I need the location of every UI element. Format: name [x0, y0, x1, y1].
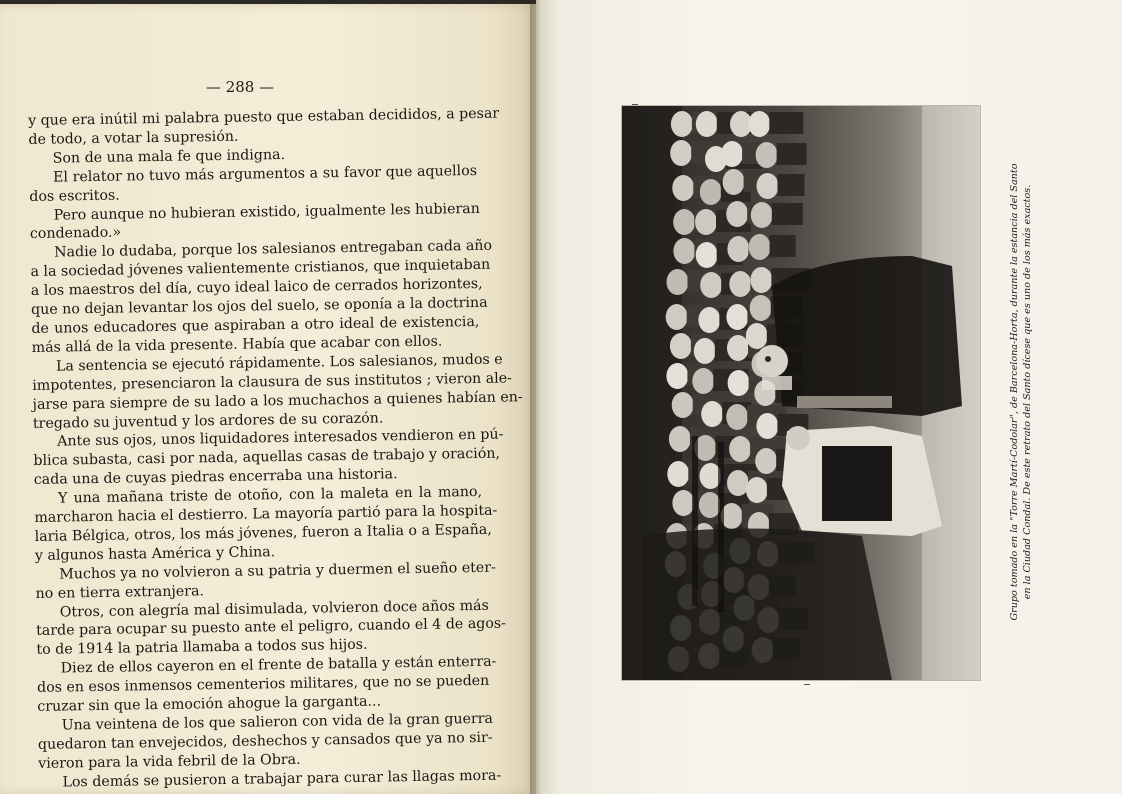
caption-line-2: en la Ciudad Condal. De este retrato del Santo dícese que es uno de los más exactos. — [1022, 184, 1033, 600]
text-line: Son de una mala fe que indigna. — [52, 146, 286, 167]
face-figure — [666, 304, 688, 330]
print-speck — [804, 684, 810, 685]
body-figure — [769, 112, 803, 134]
face-figure — [700, 179, 722, 205]
face-figure — [672, 175, 694, 201]
face-figure — [727, 236, 749, 262]
text-line: laria Bélgica, otros, los más jóvenes, fueron a Italia o a España, — [34, 521, 492, 545]
face-figure — [667, 461, 689, 487]
face-figure — [751, 202, 773, 228]
face-figure — [726, 304, 748, 330]
print-speck — [632, 104, 638, 105]
text-line: Los demás se pusieron a trabajar para curar las llagas mora- — [62, 767, 502, 791]
photo-caption — [1009, 163, 1033, 621]
face-figure — [721, 141, 743, 167]
face-figure — [671, 111, 693, 137]
face-figure — [750, 295, 772, 321]
face-figure — [694, 338, 716, 364]
face-figure — [667, 269, 689, 295]
face-figure — [729, 436, 751, 462]
left-page — [0, 4, 536, 794]
body-figure — [777, 143, 807, 165]
text-line: y algunos hasta América y China. — [34, 544, 276, 564]
text-line: Diez de ellos cayeron en el frente de batalla y están enterra- — [60, 653, 497, 677]
face-figure — [726, 404, 748, 430]
text-line: marcharon hacia el destierro. La mayoría partió para la hospita- — [34, 502, 498, 526]
face-figure — [748, 111, 770, 137]
text-line: La sentencia se ejecutó rápidamente. Los salesianos, mudos e — [55, 351, 503, 375]
text-line: Otros, con alegría mal disimulada, volvieron doce años más — [59, 597, 489, 621]
caption-line-1: Grupo tomado en la "Torre Martí-Codolar", de Barcelona-Horta, durante la estancia del Santo — [1009, 163, 1020, 621]
text-line: Ante sus ojos, unos liquidadores interesados vendieron en pú- — [57, 426, 504, 450]
body-figure — [772, 203, 803, 225]
face-figure — [756, 413, 778, 439]
text-line: que no dejan levantar los ojos del suelo, se oponía a la doctrina — [30, 294, 488, 319]
text-line: Muchos ya no volvieron a su patria y duermen el sueño eter- — [59, 559, 496, 583]
text-line: Pero aunque no hubieran existido, igualmente les hubieran — [53, 200, 480, 224]
text-line: cada una de cuyas piedras encerraba una historia. — [33, 466, 398, 489]
book-gutter — [530, 0, 540, 794]
text-line: blica subasta, casi por nada, aquellas casas de trabajo y oración, — [33, 445, 501, 470]
face-figure — [666, 363, 688, 389]
face-figure — [757, 173, 779, 199]
face-figure — [755, 448, 777, 474]
text-line: to de 1914 la patria llamaba a todos sus hijos. — [36, 637, 368, 659]
face-figure — [698, 307, 720, 333]
face-figure — [728, 370, 750, 396]
text-line: más allá de la vida presente. Había que acabar con ellos. — [31, 333, 443, 356]
face-figure — [673, 209, 695, 235]
text-line: a la sociedad jóvenes valientemente cristianos, que inquietaban — [30, 257, 491, 281]
text-line: tarde para ocupar su puesto ante el peligro, cuando el 4 de agos- — [36, 616, 507, 640]
page-number: — 288 — — [205, 78, 275, 96]
group-photo-image — [622, 106, 980, 680]
face-figure — [727, 335, 749, 361]
face-figure — [727, 470, 749, 496]
text-line: Una veintena de los que salieron con vida de la gran guerra — [61, 710, 494, 734]
text-line: no en tierra extranjera. — [35, 582, 205, 602]
body-figure — [778, 174, 805, 196]
face-figure — [670, 333, 692, 359]
face-figure — [696, 242, 718, 268]
body-figure — [770, 235, 796, 257]
text-line: y que era inútil mi palabra puesto que estaban decididos, a pesar — [28, 105, 500, 129]
face-figure — [700, 272, 722, 298]
body-text — [28, 105, 523, 793]
face-figure — [729, 271, 751, 297]
text-line: a los maestros del día, cuyo ideal laico de cerrados horizontes, — [30, 276, 483, 300]
text-line: de todo, a votar la supresión. — [28, 128, 239, 148]
text-line: impotentes, presenciaron la clausura de sus institutos ; vieron ale- — [32, 370, 513, 394]
face-figure — [746, 477, 768, 503]
face-figure — [723, 169, 745, 195]
text-line: tregado su juventud y los ardores de su corazón. — [32, 409, 384, 432]
text-line: cruzar sin que la emoción ahogue la garganta... — [37, 693, 382, 716]
text-line: jarse para siempre de su lado a los muchachos a quienes habían en- — [32, 388, 523, 413]
text-line: Y una mañana triste de otoño, con la maleta en la mano, — [57, 484, 483, 507]
text-line: de unos educadores que aspiraban a otro ideal de existencia, — [31, 313, 480, 337]
text-line: quedaron tan envejecidos, deshechos y cansados que ya no sir- — [37, 729, 493, 753]
text-line: El relator no tuvo más argumentos a su favor que aquellos — [52, 162, 478, 186]
face-figure — [669, 426, 691, 452]
face-figure — [692, 368, 714, 394]
face-figure — [749, 234, 771, 260]
face-figure — [672, 490, 694, 516]
face-figure — [701, 401, 723, 427]
face-figure — [696, 111, 718, 137]
face-figure — [726, 201, 748, 227]
text-line: vieron para la vida febril de la Obra. — [38, 751, 301, 772]
text-line: dos en esos inmensos cementerios militares, que no se pueden — [36, 673, 490, 697]
text-line: condenado.» — [29, 224, 122, 243]
face-figure — [750, 267, 772, 293]
face-figure — [672, 392, 694, 418]
face-figure — [695, 209, 717, 235]
face-figure — [756, 142, 778, 168]
text-line: dos escritos. — [29, 187, 120, 205]
face-figure — [670, 140, 692, 166]
face-figure — [673, 238, 695, 264]
face-figure — [746, 323, 768, 349]
face-figure — [699, 492, 721, 518]
text-line: Nadie lo dudaba, porque los salesianos entregaban cada año — [54, 238, 493, 261]
group-photograph — [622, 106, 980, 680]
